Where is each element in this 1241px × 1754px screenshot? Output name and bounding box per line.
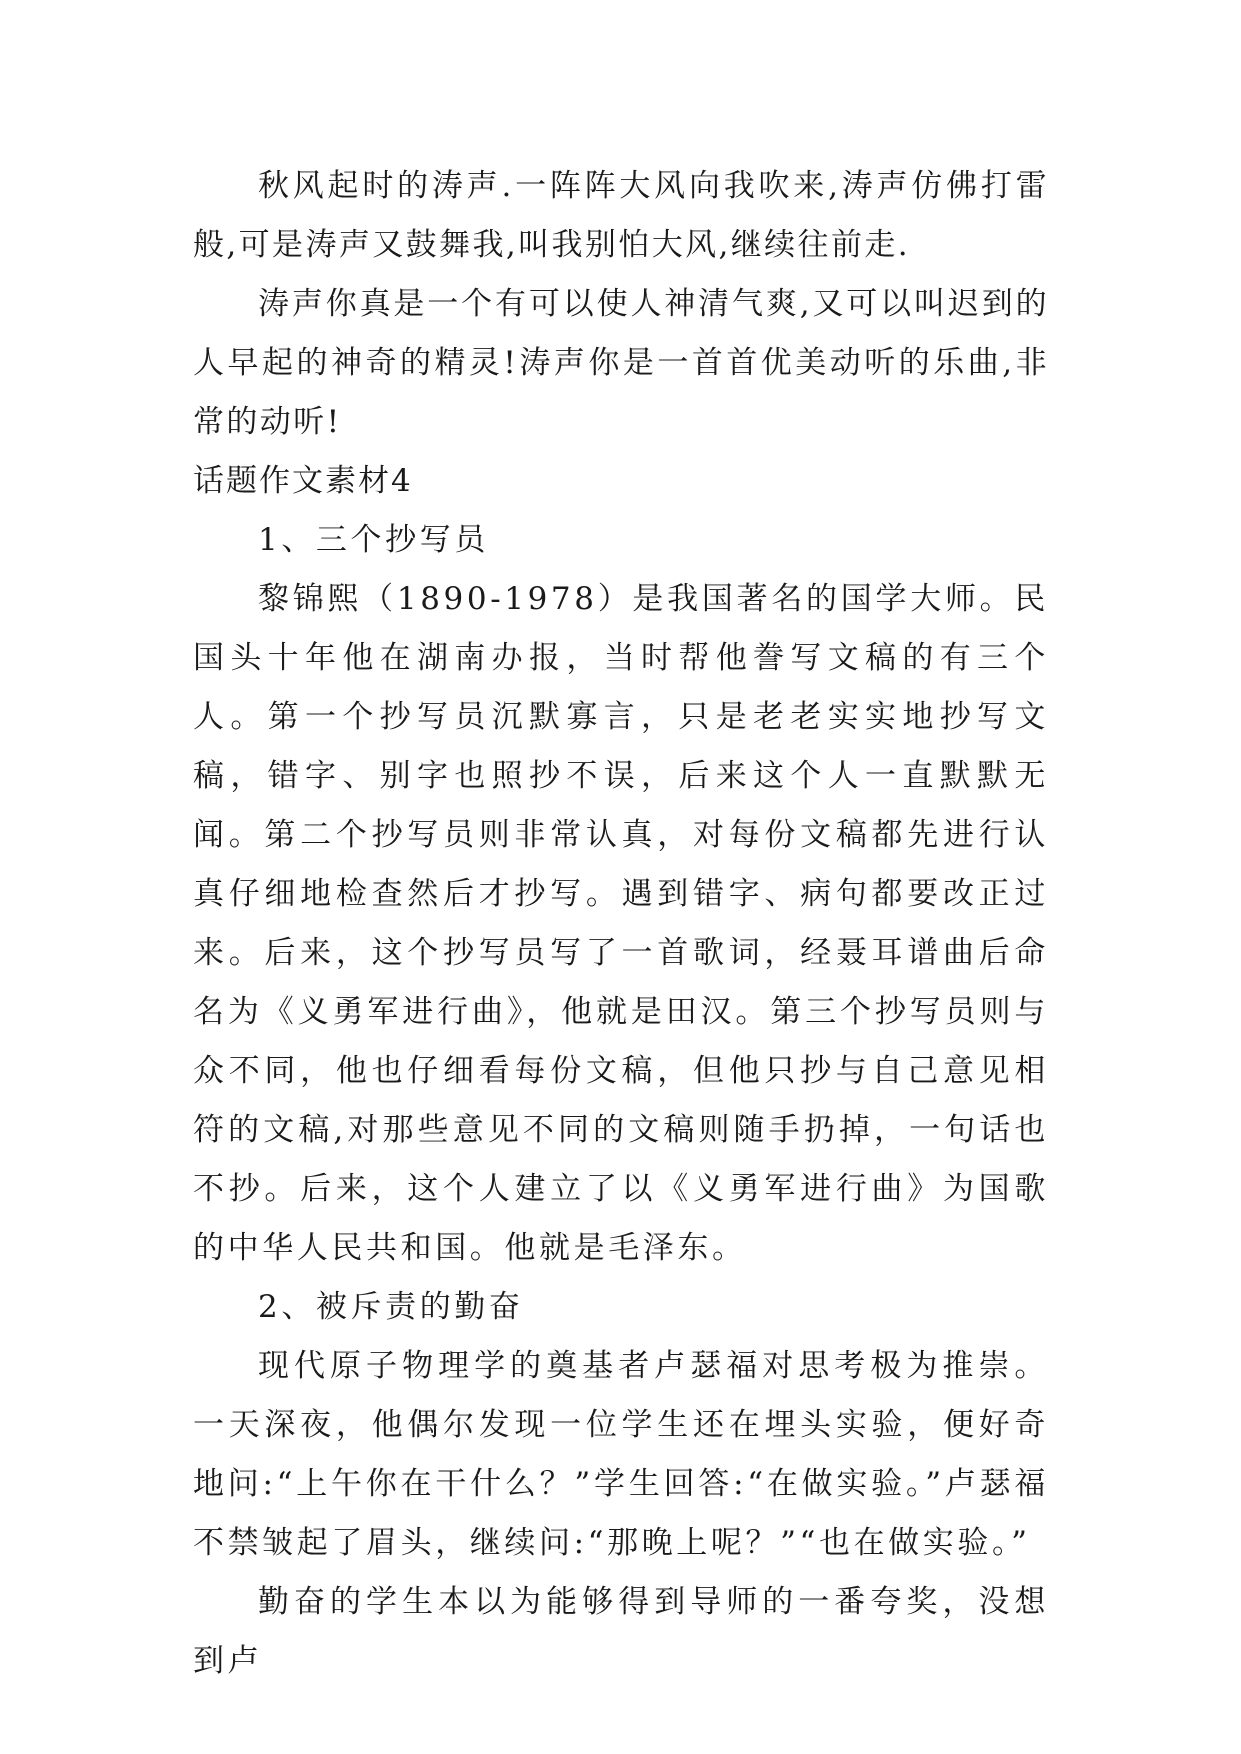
paragraph-three-copyists: 黎锦熙（1890-1978）是我国著名的国学大师。民国头十年他在湖南办报，当时帮他誊写文稿的有三个人。第一个抄写员沉默寡言，只是老老实实地抄写文稿，错字、别字也照抄不误，后来这个人一直默默无闻。第二个抄写员则非常认真，对每份文稿都先进行认真仔细地检查然后才抄写。遇到错字、病句都要改正过来。后来，这个抄写员写了一首歌词，经聂耳谱曲后命名为《义勇军进行曲》，他就是田汉。第三个抄写员则与众不同，他也仔细看每份文稿，但他只抄与自己意见相符的文稿,对那些意见不同的文稿则随手扔掉，一句话也不抄。后来，这个人建立了以《义勇军进行曲》为国歌的中华人民共和国。他就是毛泽东。 xyxy=(193,581,1049,1266)
document-body xyxy=(193,157,1049,1691)
subsection-title-three-copyists: 1、三个抄写员 xyxy=(258,522,489,558)
paragraph-wave-sound-autumn: 秋风起时的涛声.一阵阵大风向我吹来,涛声仿佛打雷般,可是涛声又鼓舞我,叫我别怕大风,继续往前走. xyxy=(193,168,1049,263)
subsection-title-scolded-diligence: 2、被斥责的勤奋 xyxy=(258,1289,524,1325)
paragraph-diligent-student: 勤奋的学生本以为能够得到导师的一番夸奖，没想到卢 xyxy=(193,1584,1049,1679)
paragraph-wave-sound-spirit: 涛声你真是一个有可以使人神清气爽,又可以叫迟到的人早起的神奇的精灵!涛声你是一首首优美动听的乐曲,非常的动听! xyxy=(193,286,1049,440)
paragraph-rutherford: 现代原子物理学的奠基者卢瑟福对思考极为推崇。一天深夜，他偶尔发现一位学生还在埋头实验，便好奇地问:“上午你在干什么？”学生回答:“在做实验。”卢瑟福不禁皱起了眉头，继续问:“那晚上呢？”“也在做实验。” xyxy=(193,1348,1049,1561)
section-title: 话题作文素材4 xyxy=(193,463,413,499)
